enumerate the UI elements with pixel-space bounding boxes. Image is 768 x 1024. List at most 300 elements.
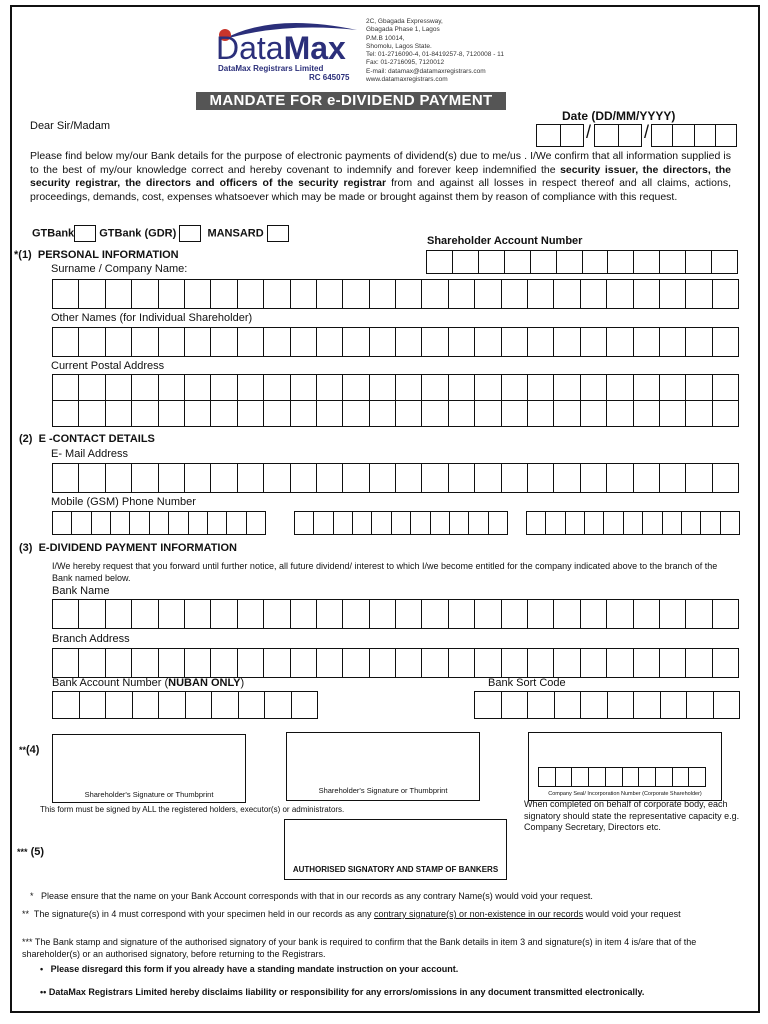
bank-name-input[interactable] [52,599,739,629]
char-cell[interactable] [106,280,132,309]
char-cell[interactable] [634,400,660,427]
char-cell[interactable] [238,464,264,493]
char-cell[interactable] [343,375,369,401]
char-cell[interactable] [189,512,208,535]
char-cell[interactable] [581,692,608,719]
char-cell[interactable] [343,649,369,678]
char-cell[interactable] [291,328,317,357]
char-cell[interactable] [422,400,448,427]
char-cell[interactable] [427,251,453,274]
char-cell[interactable] [539,768,556,787]
char-cell[interactable] [608,692,635,719]
char-cell[interactable] [585,512,604,535]
char-cell[interactable] [159,649,185,678]
char-cell[interactable] [106,649,132,678]
char-cell[interactable] [502,280,528,309]
postal-address-input-line1[interactable] [52,374,739,401]
char-cell[interactable] [475,375,501,401]
char-cell[interactable] [53,692,80,719]
char-cell[interactable] [211,464,237,493]
char-cell[interactable] [555,692,582,719]
char-cell[interactable] [475,400,501,427]
postal-address-input-line2[interactable] [52,400,739,427]
char-cell[interactable] [422,600,448,629]
char-cell[interactable] [132,600,158,629]
other-names-label: Other Names (for Individual Shareholder) [51,312,253,324]
char-cell[interactable] [211,649,237,678]
char-cell[interactable] [660,375,686,401]
char-cell[interactable] [663,512,682,535]
char-cell[interactable] [686,400,712,427]
char-cell[interactable] [343,328,369,357]
char-cell[interactable] [713,328,739,357]
mobile-input-1[interactable] [52,511,266,535]
char-cell[interactable] [714,692,741,719]
form-title: MANDATE FOR e-DIVIDEND PAYMENT [196,92,506,110]
char-cell[interactable] [557,251,583,274]
char-cell[interactable] [502,328,528,357]
char-cell[interactable] [449,464,475,493]
char-cell[interactable] [291,464,317,493]
char-cell[interactable] [686,464,712,493]
char-cell[interactable] [169,512,188,535]
char-cell[interactable] [475,692,502,719]
char-cell[interactable] [686,649,712,678]
char-cell[interactable] [211,280,237,309]
char-cell[interactable] [317,649,343,678]
char-cell[interactable] [449,328,475,357]
char-cell[interactable] [721,512,740,535]
char-cell[interactable] [186,692,213,719]
char-cell[interactable] [264,649,290,678]
char-cell[interactable] [317,400,343,427]
char-cell[interactable] [475,600,501,629]
char-cell[interactable] [660,600,686,629]
char-cell[interactable] [132,280,158,309]
char-cell[interactable] [353,512,372,535]
char-cell[interactable] [583,251,609,274]
char-cell[interactable] [53,649,79,678]
char-cell[interactable] [581,400,607,427]
char-cell[interactable] [607,280,633,309]
char-cell[interactable] [396,280,422,309]
char-cell[interactable] [449,649,475,678]
char-cell[interactable] [450,512,469,535]
char-cell[interactable] [554,375,580,401]
char-cell[interactable] [132,328,158,357]
char-cell[interactable] [422,328,448,357]
char-cell[interactable] [53,375,79,401]
char-cell[interactable] [247,512,266,535]
char-cell[interactable] [159,375,185,401]
char-cell[interactable] [211,328,237,357]
char-cell[interactable] [475,649,501,678]
char-cell[interactable] [581,649,607,678]
char-cell[interactable] [502,600,528,629]
char-cell[interactable] [554,464,580,493]
char-cell[interactable] [396,328,422,357]
char-cell[interactable] [546,512,565,535]
char-cell[interactable] [53,464,79,493]
footnote-2: ** The signature(s) in 4 must correspond with your specimen held in our records as any contrary signature(s) or non-existence in our records would void your request [22,909,681,919]
char-cell[interactable] [264,464,290,493]
char-cell[interactable] [396,400,422,427]
char-cell[interactable] [502,649,528,678]
char-cell[interactable] [607,400,633,427]
char-cell[interactable] [227,512,246,535]
char-cell[interactable] [370,328,396,357]
char-cell[interactable] [106,600,132,629]
char-cell[interactable] [608,251,634,274]
char-cell[interactable] [528,328,554,357]
char-cell[interactable] [392,512,411,535]
char-cell[interactable] [396,600,422,629]
char-cell[interactable] [449,400,475,427]
char-cell[interactable] [317,375,343,401]
char-cell[interactable] [604,512,623,535]
char-cell[interactable] [502,375,528,401]
company-name: DataMax Registrars Limited [218,64,324,73]
char-cell[interactable] [370,649,396,678]
char-cell[interactable] [238,280,264,309]
char-cell[interactable] [623,768,640,787]
char-cell[interactable] [211,600,237,629]
char-cell[interactable] [317,328,343,357]
char-cell[interactable] [422,375,448,401]
signature-caption-2: Shareholder's Signature or Thumbprint [318,786,448,795]
char-cell[interactable] [238,400,264,427]
char-cell[interactable] [634,280,660,309]
char-cell[interactable] [634,375,660,401]
date-slash: / [586,122,592,142]
char-cell[interactable] [713,649,739,678]
bank-stamp-box[interactable] [284,819,507,880]
account-number-input[interactable] [52,691,318,719]
char-cell[interactable] [556,768,573,787]
char-cell[interactable] [370,400,396,427]
char-cell[interactable] [554,280,580,309]
char-cell[interactable] [528,600,554,629]
option-gtbank-gdr-label: GTBank (GDR) [99,227,177,240]
company-options [32,225,289,242]
char-cell[interactable] [713,375,739,401]
shareholder-account-input[interactable] [426,250,738,274]
char-cell[interactable] [422,649,448,678]
char-cell[interactable] [370,375,396,401]
char-cell[interactable] [343,600,369,629]
char-cell[interactable] [656,768,673,787]
char-cell[interactable] [291,375,317,401]
char-cell[interactable] [264,375,290,401]
char-cell[interactable] [130,512,149,535]
date-year-boxes[interactable] [651,124,737,147]
char-cell[interactable] [208,512,227,535]
branch-address-input[interactable] [52,648,739,678]
char-cell[interactable] [370,464,396,493]
char-cell[interactable] [660,251,686,274]
char-cell[interactable] [713,280,739,309]
company-address: 2C, Gbagada Expressway, Gbagada Phase 1, Lagos P.M.B 10014, Shomolu, Lagos State. Tel: 01-2716090-4, 01-8419257-8, 7120008 - 11 Fax: 01-2716095, 7120012 E-mail: datamax@datamaxregistrars.com www.datamaxregistrars.com [366,18,504,84]
char-cell[interactable] [660,280,686,309]
sort-code-input[interactable] [474,691,740,719]
char-cell[interactable] [489,512,508,535]
char-cell[interactable] [343,400,369,427]
char-cell[interactable] [661,692,688,719]
char-cell[interactable] [150,512,169,535]
char-cell[interactable] [701,512,720,535]
char-cell[interactable] [554,400,580,427]
char-cell[interactable] [422,280,448,309]
char-cell[interactable] [528,400,554,427]
mobile-input-2[interactable] [294,511,508,535]
char-cell[interactable] [713,464,739,493]
char-cell[interactable] [689,768,706,787]
char-cell[interactable] [607,328,633,357]
char-cell[interactable] [527,512,546,535]
char-cell[interactable] [686,600,712,629]
date-label: Date (DD/MM/YYYY) [562,109,676,123]
date-day-boxes[interactable] [536,124,584,147]
incorporation-number-input[interactable] [538,767,706,787]
char-cell[interactable] [185,280,211,309]
char-cell[interactable] [106,464,132,493]
char-cell[interactable] [634,251,660,274]
char-cell[interactable] [554,649,580,678]
char-cell[interactable] [479,251,505,274]
char-cell[interactable] [265,692,292,719]
char-cell[interactable] [624,512,643,535]
char-cell[interactable] [79,649,105,678]
char-cell[interactable] [159,328,185,357]
char-cell[interactable] [528,375,554,401]
shareholder-account-label: Shareholder Account Number [427,235,583,247]
char-cell[interactable] [291,600,317,629]
char-cell[interactable] [79,328,105,357]
char-cell[interactable] [643,512,662,535]
char-cell[interactable] [343,464,369,493]
branch-address-label: Branch Address [52,633,130,645]
char-cell[interactable] [686,251,712,274]
char-cell[interactable] [682,512,701,535]
char-cell[interactable] [431,512,450,535]
char-cell[interactable] [469,512,488,535]
char-cell[interactable] [581,464,607,493]
char-cell[interactable] [159,464,185,493]
char-cell[interactable] [106,328,132,357]
char-cell[interactable] [396,464,422,493]
char-cell[interactable] [572,768,589,787]
char-cell[interactable] [528,280,554,309]
char-cell[interactable] [343,280,369,309]
char-cell[interactable] [239,692,266,719]
char-cell[interactable] [106,400,132,427]
char-cell[interactable] [238,328,264,357]
char-cell[interactable] [634,649,660,678]
char-cell[interactable] [291,280,317,309]
char-cell[interactable] [528,649,554,678]
char-cell[interactable] [211,375,237,401]
date-month-boxes[interactable] [594,124,642,147]
char-cell[interactable] [607,600,633,629]
char-cell[interactable] [132,649,158,678]
char-cell[interactable] [53,512,72,535]
char-cell[interactable] [159,692,186,719]
char-cell[interactable] [554,328,580,357]
char-cell[interactable] [396,649,422,678]
char-cell[interactable] [634,328,660,357]
char-cell[interactable] [660,649,686,678]
char-cell[interactable] [292,692,319,719]
char-cell[interactable] [660,400,686,427]
char-cell[interactable] [291,400,317,427]
char-cell[interactable] [372,512,391,535]
char-cell[interactable] [264,328,290,357]
char-cell[interactable] [453,251,479,274]
char-cell[interactable] [53,328,79,357]
char-cell[interactable] [133,692,160,719]
char-cell[interactable] [238,600,264,629]
char-cell[interactable] [502,692,529,719]
char-cell[interactable] [132,400,158,427]
char-cell[interactable] [159,400,185,427]
signature-caption-1: Shareholder's Signature or Thumbprint [84,790,214,799]
corporate-note: When completed on behalf of corporate body, each signatory should state the representative capacity e.g. Company Secretary, Directors etc. [524,799,740,832]
char-cell[interactable] [79,280,105,309]
char-cell[interactable] [528,692,555,719]
char-cell[interactable] [713,600,739,629]
char-cell[interactable] [159,600,185,629]
char-cell[interactable] [314,512,333,535]
char-cell[interactable] [264,400,290,427]
char-cell[interactable] [581,375,607,401]
char-cell[interactable] [475,464,501,493]
option-gtbank-checkbox[interactable] [74,225,96,242]
date-slash: / [644,122,650,142]
mobile-input-3[interactable] [526,511,740,535]
char-cell[interactable] [317,280,343,309]
char-cell[interactable] [712,251,738,274]
char-cell[interactable] [132,375,158,401]
company-seal-box[interactable] [528,732,722,801]
char-cell[interactable] [449,600,475,629]
char-cell[interactable] [80,692,107,719]
char-cell[interactable] [687,692,714,719]
char-cell[interactable] [212,692,239,719]
char-cell[interactable] [159,280,185,309]
char-cell[interactable] [72,512,91,535]
char-cell[interactable] [634,464,660,493]
char-cell[interactable] [79,375,105,401]
char-cell[interactable] [660,464,686,493]
char-cell[interactable] [106,375,132,401]
char-cell[interactable] [639,768,656,787]
char-cell[interactable] [334,512,353,535]
char-cell[interactable] [411,512,430,535]
char-cell[interactable] [581,280,607,309]
option-mansard-label: MANSARD [207,227,264,240]
option-mansard-checkbox[interactable] [267,225,289,242]
char-cell[interactable] [185,375,211,401]
char-cell[interactable] [264,600,290,629]
char-cell[interactable] [53,600,79,629]
char-cell[interactable] [505,251,531,274]
char-cell[interactable] [185,649,211,678]
char-cell[interactable] [185,600,211,629]
char-cell[interactable] [634,692,661,719]
char-cell[interactable] [132,464,158,493]
char-cell[interactable] [502,464,528,493]
char-cell[interactable] [396,375,422,401]
option-gtbank-gdr-checkbox[interactable] [179,225,201,242]
char-cell[interactable] [686,280,712,309]
signature-box-1[interactable] [52,734,246,803]
char-cell[interactable] [79,464,105,493]
logo-max: Max [283,30,346,66]
char-cell[interactable] [607,375,633,401]
char-cell[interactable] [291,649,317,678]
char-cell[interactable] [79,600,105,629]
char-cell[interactable] [449,375,475,401]
payment-instruction: I/We hereby request that you forward until further notice, all future dividend/ interest to which I/we become entitled for the company indicated above to the branch of the Bank named below. [52,561,718,583]
char-cell[interactable] [606,768,623,787]
char-cell[interactable] [264,280,290,309]
seal-caption: Company Seal/ Incorporation Number (Corporate Shareholder) [548,791,702,797]
char-cell[interactable] [370,280,396,309]
char-cell[interactable] [581,328,607,357]
char-cell[interactable] [475,280,501,309]
char-cell[interactable] [449,280,475,309]
char-cell[interactable] [238,649,264,678]
char-cell[interactable] [370,600,396,629]
char-cell[interactable] [106,692,133,719]
char-cell[interactable] [475,328,501,357]
char-cell[interactable] [422,464,448,493]
other-names-input[interactable] [52,327,739,357]
surname-input[interactable] [52,279,739,309]
signature-box-2[interactable] [286,732,480,801]
char-cell[interactable] [92,512,111,535]
char-cell[interactable] [211,400,237,427]
char-cell[interactable] [660,328,686,357]
char-cell[interactable] [295,512,314,535]
email-input[interactable] [52,463,739,493]
char-cell[interactable] [502,400,528,427]
char-cell[interactable] [53,280,79,309]
char-cell[interactable] [566,512,585,535]
char-cell[interactable] [185,400,211,427]
char-cell[interactable] [53,400,79,427]
char-cell[interactable] [713,400,739,427]
char-cell[interactable] [581,600,607,629]
char-cell[interactable] [317,600,343,629]
char-cell[interactable] [554,600,580,629]
char-cell[interactable] [111,512,130,535]
char-cell[interactable] [185,328,211,357]
char-cell[interactable] [607,649,633,678]
char-cell[interactable] [634,600,660,629]
char-cell[interactable] [686,328,712,357]
char-cell[interactable] [531,251,557,274]
char-cell[interactable] [686,375,712,401]
char-cell[interactable] [317,464,343,493]
char-cell[interactable] [79,400,105,427]
char-cell[interactable] [673,768,690,787]
char-cell[interactable] [589,768,606,787]
char-cell[interactable] [528,464,554,493]
char-cell[interactable] [607,464,633,493]
char-cell[interactable] [238,375,264,401]
char-cell[interactable] [185,464,211,493]
